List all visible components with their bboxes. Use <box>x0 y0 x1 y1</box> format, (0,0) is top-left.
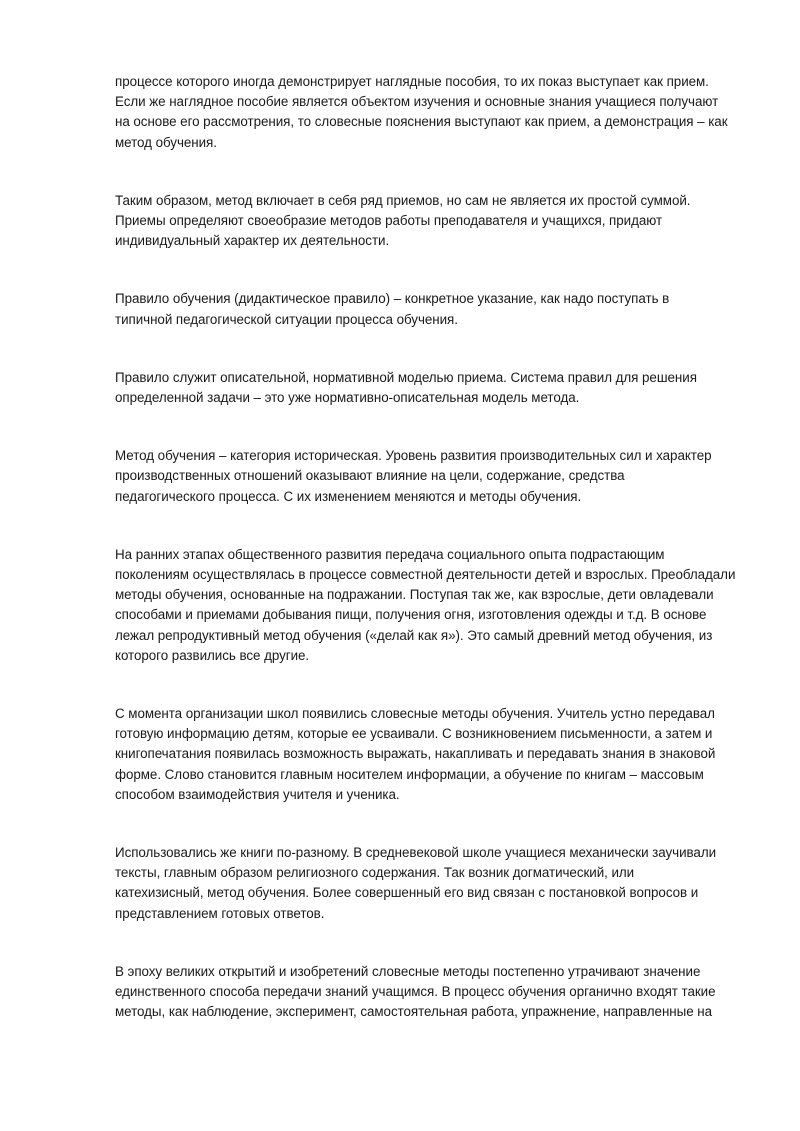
text-line: производственных отношений оказывают влияние на цели, содержание, средства <box>115 468 625 484</box>
text-line: Метод обучения – категория историческая. Уровень развития производительных сил и характер <box>115 448 712 464</box>
paragraph-spacer <box>115 666 725 704</box>
paragraph-spacer <box>115 153 725 191</box>
text-line: процессе которого иногда демонстрирует наглядные пособия, то их показ выступает как прием. <box>115 74 709 89</box>
text-line: С момента организации школ появились словесные методы обучения. Учитель устно передавал <box>115 706 715 722</box>
paragraph-learning-rule-definition <box>115 289 725 329</box>
paragraph-early-stages <box>115 545 736 666</box>
text-line: которого развились все другие. <box>115 647 310 663</box>
text-line: метод обучения. <box>115 134 217 150</box>
paragraph-age-of-discoveries <box>115 962 725 1023</box>
paragraph-medieval-school <box>115 843 725 924</box>
text-line: типичной педагогической ситуации процесса обучения. <box>115 311 458 327</box>
paragraph-schools-verbal-methods <box>115 704 725 805</box>
text-line: определенной задачи – это уже нормативно-описательная модель метода. <box>115 390 580 406</box>
paragraph-spacer <box>115 507 725 545</box>
paragraph-historical-category <box>115 446 725 507</box>
paragraph-method-includes-techniques <box>115 191 725 252</box>
text-line: Приемы определяют своеобразие методов работы преподавателя и учащихся, придают <box>115 213 663 229</box>
text-line: единственного способа передачи знаний учащимся. В процесс обучения органично входят такие <box>115 984 716 1000</box>
text-line: поколениям осуществлялась в процессе совместной деятельности детей и взрослых. Преобладали <box>115 567 736 583</box>
text-line: Если же наглядное пособие является объектом изучения и основные знания учащиеся получают <box>115 94 719 110</box>
document-body <box>115 72 736 1023</box>
text-line: книгопечатания появилась возможность выражать, накапливать и передавать знания в знаковой <box>115 746 716 762</box>
text-line: методы обучения, основанные на подражании. Поступая так же, как взрослые, дети овладевали <box>115 587 714 603</box>
text-line: на основе его рассмотрения, то словесные пояснения выступают как прием, а демонстрация – как <box>115 114 728 130</box>
paragraph-spacer <box>115 251 725 289</box>
paragraph-spacer <box>115 805 725 843</box>
text-line: На ранних этапах общественного развития передача социального опыта подрастающим <box>115 546 665 562</box>
paragraph-spacer <box>115 408 725 446</box>
paragraph-spacer <box>115 924 725 962</box>
paragraph-rule-as-model <box>115 368 725 408</box>
text-line: Правило служит описательной, нормативной моделью приема. Система правил для решения <box>115 369 697 385</box>
text-line: методы, как наблюдение, эксперимент, самостоятельная работа, упражнение, направленные на <box>115 1004 713 1020</box>
text-line: готовую информацию детям, которые ее усваивали. С возникновением письменности, а затем и <box>115 726 713 742</box>
text-line: педагогического процесса. С их изменением меняются и методы обучения. <box>115 488 582 504</box>
text-line: катехизисный, метод обучения. Более совершенный его вид связан с постановкой вопросов и <box>115 885 699 901</box>
text-line: Использовались же книги по-разному. В средневековой школе учащиеся механически заучивали <box>115 845 717 861</box>
text-line: Таким образом, метод включает в себя ряд приемов, но сам не является их простой суммой. <box>115 192 691 208</box>
paragraph-methods-and-techniques <box>115 72 728 153</box>
text-line: способом взаимодействия учителя и ученика. <box>115 786 400 802</box>
text-line: Правило обучения (дидактическое правило) – конкретное указание, как надо поступать в <box>115 291 670 307</box>
text-line: В эпоху великих открытий и изобретений словесные методы постепенно утрачивают значение <box>115 963 701 979</box>
text-line: представлением готовых ответов. <box>115 905 325 921</box>
text-line: форме. Слово становится главным носителем информации, а обучение по книгам – массовым <box>115 766 704 782</box>
text-line: тексты, главным образом религиозного содержания. Так возник догматический, или <box>115 865 635 881</box>
text-line: индивидуальный характер их деятельности. <box>115 233 390 249</box>
text-line: способами и приемами добывания пищи, получения огня, изготовления одежды и т.д. В основе <box>115 607 707 623</box>
paragraph-spacer <box>115 330 725 368</box>
text-line: лежал репродуктивный метод обучения («делай как я»). Это самый древний метод обучения, из <box>115 627 713 643</box>
